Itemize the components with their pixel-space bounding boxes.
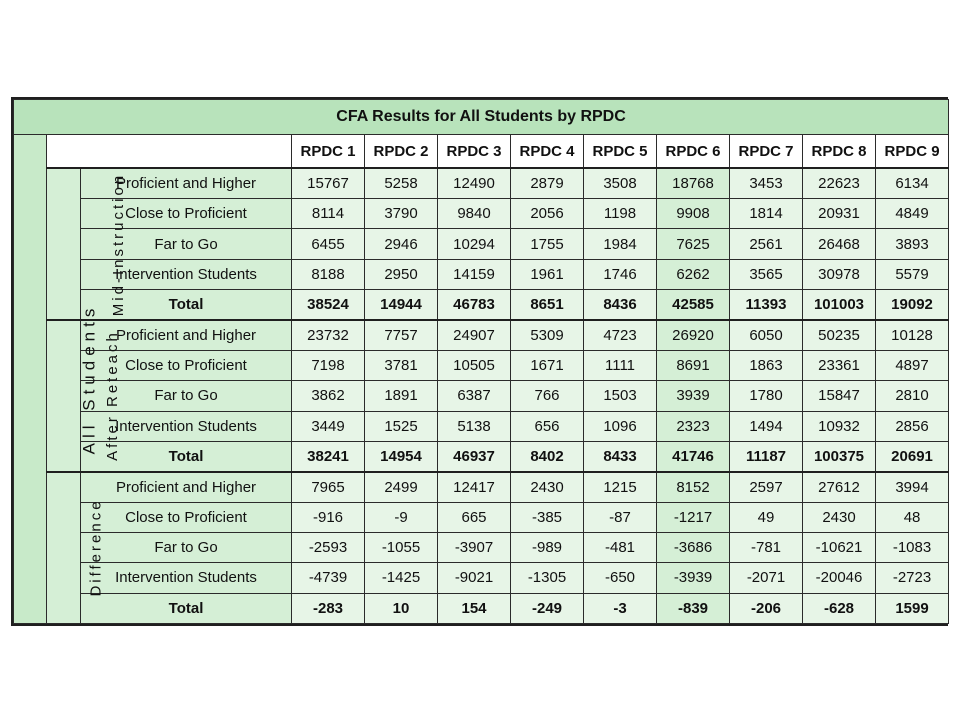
table-cell: 10294 bbox=[438, 229, 511, 259]
table-cell: -2593 bbox=[292, 532, 365, 562]
table-cell: 14954 bbox=[365, 441, 438, 471]
table-cell: -283 bbox=[292, 593, 365, 623]
table-cell: 14944 bbox=[365, 290, 438, 320]
table-cell: 3994 bbox=[876, 472, 949, 502]
table-cell: 15847 bbox=[803, 381, 876, 411]
table-cell: 2323 bbox=[657, 411, 730, 441]
total-label: Total bbox=[81, 441, 292, 471]
table-cell: 3453 bbox=[730, 168, 803, 198]
table-cell: 8433 bbox=[584, 441, 657, 471]
row-label: Far to Go bbox=[81, 229, 292, 259]
table-cell: -3939 bbox=[657, 563, 730, 593]
row-label: Intervention Students bbox=[81, 259, 292, 289]
column-header: RPDC 6 bbox=[657, 135, 730, 168]
table-cell: 1984 bbox=[584, 229, 657, 259]
table-cell: -650 bbox=[584, 563, 657, 593]
row-label: Far to Go bbox=[81, 532, 292, 562]
table-cell: 41746 bbox=[657, 441, 730, 471]
table-cell: 11187 bbox=[730, 441, 803, 471]
table-row bbox=[14, 199, 949, 229]
table-cell: 26920 bbox=[657, 320, 730, 350]
table-cell: 3862 bbox=[292, 381, 365, 411]
row-label: Close to Proficient bbox=[81, 350, 292, 380]
table-cell: 11393 bbox=[730, 290, 803, 320]
table-cell: 2561 bbox=[730, 229, 803, 259]
table-cell: 7625 bbox=[657, 229, 730, 259]
table-cell: 8114 bbox=[292, 199, 365, 229]
total-label: Total bbox=[81, 290, 292, 320]
table-cell: 1755 bbox=[511, 229, 584, 259]
table-cell: 7757 bbox=[365, 320, 438, 350]
table-cell: 8651 bbox=[511, 290, 584, 320]
table-cell: 2430 bbox=[803, 502, 876, 532]
table-cell: -4739 bbox=[292, 563, 365, 593]
table-cell: -20046 bbox=[803, 563, 876, 593]
table-cell: 1494 bbox=[730, 411, 803, 441]
table-cell: 38524 bbox=[292, 290, 365, 320]
table-cell: 2056 bbox=[511, 199, 584, 229]
table-cell: -1217 bbox=[657, 502, 730, 532]
table-cell: -989 bbox=[511, 532, 584, 562]
table-cell: 3893 bbox=[876, 229, 949, 259]
table-cell: -249 bbox=[511, 593, 584, 623]
table-cell: -781 bbox=[730, 532, 803, 562]
table-cell: 38241 bbox=[292, 441, 365, 471]
table-cell: -839 bbox=[657, 593, 730, 623]
table-cell: -10621 bbox=[803, 532, 876, 562]
table-cell: 2950 bbox=[365, 259, 438, 289]
title-row bbox=[14, 100, 949, 135]
table-cell: 42585 bbox=[657, 290, 730, 320]
table-cell: 766 bbox=[511, 381, 584, 411]
table-cell: 5579 bbox=[876, 259, 949, 289]
table-cell: 27612 bbox=[803, 472, 876, 502]
table-cell: -1055 bbox=[365, 532, 438, 562]
table-cell: 8152 bbox=[657, 472, 730, 502]
table-row bbox=[14, 472, 949, 502]
section-label: Mid-Instruction bbox=[110, 172, 128, 316]
table-cell: 6050 bbox=[730, 320, 803, 350]
total-row bbox=[14, 593, 949, 623]
table-cell: -9021 bbox=[438, 563, 511, 593]
table-cell: 1215 bbox=[584, 472, 657, 502]
row-label: Intervention Students bbox=[81, 411, 292, 441]
table-cell: 10128 bbox=[876, 320, 949, 350]
row-label: Close to Proficient bbox=[81, 199, 292, 229]
table-row bbox=[14, 168, 949, 198]
table-cell: 14159 bbox=[438, 259, 511, 289]
table-cell: 46783 bbox=[438, 290, 511, 320]
column-header: RPDC 3 bbox=[438, 135, 511, 168]
table-cell: 1863 bbox=[730, 350, 803, 380]
table-row bbox=[14, 502, 949, 532]
results-table bbox=[13, 99, 949, 624]
total-row bbox=[14, 290, 949, 320]
table-cell: 1961 bbox=[511, 259, 584, 289]
column-header: RPDC 2 bbox=[365, 135, 438, 168]
table-cell: 3449 bbox=[292, 411, 365, 441]
table-cell: 6387 bbox=[438, 381, 511, 411]
table-cell: 3939 bbox=[657, 381, 730, 411]
table-cell: 154 bbox=[438, 593, 511, 623]
table-cell: -916 bbox=[292, 502, 365, 532]
section-label: After Reteach bbox=[103, 330, 121, 462]
table-cell: -3686 bbox=[657, 532, 730, 562]
table-cell: -1083 bbox=[876, 532, 949, 562]
table-cell: 1198 bbox=[584, 199, 657, 229]
table-cell: 1814 bbox=[730, 199, 803, 229]
table-cell: 8436 bbox=[584, 290, 657, 320]
table-row bbox=[14, 259, 949, 289]
table-row bbox=[14, 532, 949, 562]
table-cell: 1891 bbox=[365, 381, 438, 411]
table-cell: 8402 bbox=[511, 441, 584, 471]
table-cell: -2723 bbox=[876, 563, 949, 593]
header-row bbox=[14, 135, 949, 168]
column-header: RPDC 9 bbox=[876, 135, 949, 168]
row-label: Proficient and Higher bbox=[81, 472, 292, 502]
table-cell: 7965 bbox=[292, 472, 365, 502]
table-cell: 46937 bbox=[438, 441, 511, 471]
table-cell: 100375 bbox=[803, 441, 876, 471]
column-header: RPDC 7 bbox=[730, 135, 803, 168]
row-label: Proficient and Higher bbox=[81, 320, 292, 350]
section-label-cell bbox=[47, 168, 128, 320]
table-cell: 20931 bbox=[803, 199, 876, 229]
table-cell: 1780 bbox=[730, 381, 803, 411]
table-cell: 4723 bbox=[584, 320, 657, 350]
table-cell: 101003 bbox=[803, 290, 876, 320]
table-cell: 12417 bbox=[438, 472, 511, 502]
table-cell: -385 bbox=[511, 502, 584, 532]
table-cell: 26468 bbox=[803, 229, 876, 259]
table-cell: 49 bbox=[730, 502, 803, 532]
table-cell: 2810 bbox=[876, 381, 949, 411]
table-row bbox=[14, 320, 949, 350]
table-cell: 1599 bbox=[876, 593, 949, 623]
row-label: Proficient and Higher bbox=[81, 168, 292, 198]
table-cell: 1096 bbox=[584, 411, 657, 441]
table-row bbox=[14, 563, 949, 593]
table-cell: 2946 bbox=[365, 229, 438, 259]
table-cell: 5309 bbox=[511, 320, 584, 350]
row-label: Intervention Students bbox=[81, 563, 292, 593]
table-cell: -2071 bbox=[730, 563, 803, 593]
table-row bbox=[14, 411, 949, 441]
table-cell: 24907 bbox=[438, 320, 511, 350]
table-cell: 50235 bbox=[803, 320, 876, 350]
table-cell: -1305 bbox=[511, 563, 584, 593]
column-header: RPDC 5 bbox=[584, 135, 657, 168]
table-cell: -1425 bbox=[365, 563, 438, 593]
table-cell: 2879 bbox=[511, 168, 584, 198]
table-cell: 48 bbox=[876, 502, 949, 532]
table-cell: 10505 bbox=[438, 350, 511, 380]
total-label: Total bbox=[81, 593, 292, 623]
table-cell: 1525 bbox=[365, 411, 438, 441]
table-cell: 1746 bbox=[584, 259, 657, 289]
table-cell: -87 bbox=[584, 502, 657, 532]
table-cell: 2430 bbox=[511, 472, 584, 502]
table-cell: 6455 bbox=[292, 229, 365, 259]
table-cell: -628 bbox=[803, 593, 876, 623]
table-cell: -3907 bbox=[438, 532, 511, 562]
table-cell: 15767 bbox=[292, 168, 365, 198]
table-cell: 656 bbox=[511, 411, 584, 441]
table-title: CFA Results for All Students by RPDC bbox=[14, 100, 949, 135]
column-header: RPDC 8 bbox=[803, 135, 876, 168]
table-cell: 23361 bbox=[803, 350, 876, 380]
table-cell: 1503 bbox=[584, 381, 657, 411]
table-row bbox=[14, 229, 949, 259]
table-cell: 8188 bbox=[292, 259, 365, 289]
table-cell: -9 bbox=[365, 502, 438, 532]
table-cell: 2856 bbox=[876, 411, 949, 441]
total-row bbox=[14, 441, 949, 471]
results-table-frame bbox=[11, 97, 948, 626]
table-row bbox=[14, 350, 949, 380]
table-cell: 665 bbox=[438, 502, 511, 532]
column-header: RPDC 1 bbox=[292, 135, 365, 168]
table-cell: 12490 bbox=[438, 168, 511, 198]
table-cell: 19092 bbox=[876, 290, 949, 320]
header-blank-cell bbox=[47, 135, 292, 168]
column-header: RPDC 4 bbox=[511, 135, 584, 168]
table-cell: 8691 bbox=[657, 350, 730, 380]
table-cell: 3781 bbox=[365, 350, 438, 380]
table-cell: 7198 bbox=[292, 350, 365, 380]
table-cell: 2499 bbox=[365, 472, 438, 502]
table-cell: 5138 bbox=[438, 411, 511, 441]
table-cell: 3565 bbox=[730, 259, 803, 289]
group-label: All Students bbox=[79, 303, 99, 455]
table-cell: 6262 bbox=[657, 259, 730, 289]
row-label: Close to Proficient bbox=[81, 502, 292, 532]
table-cell: 1111 bbox=[584, 350, 657, 380]
table-cell: 10 bbox=[365, 593, 438, 623]
table-cell: -481 bbox=[584, 532, 657, 562]
table-cell: 22623 bbox=[803, 168, 876, 198]
table-cell: 4897 bbox=[876, 350, 949, 380]
table-cell: 20691 bbox=[876, 441, 949, 471]
table-cell: 5258 bbox=[365, 168, 438, 198]
table-cell: 30978 bbox=[803, 259, 876, 289]
table-cell: 9840 bbox=[438, 199, 511, 229]
table-cell: 23732 bbox=[292, 320, 365, 350]
table-cell: 3508 bbox=[584, 168, 657, 198]
table-cell: 1671 bbox=[511, 350, 584, 380]
table-cell: 9908 bbox=[657, 199, 730, 229]
row-label: Far to Go bbox=[81, 381, 292, 411]
table-cell: -206 bbox=[730, 593, 803, 623]
section-label: Difference bbox=[87, 498, 105, 597]
table-cell: -3 bbox=[584, 593, 657, 623]
table-cell: 10932 bbox=[803, 411, 876, 441]
table-cell: 2597 bbox=[730, 472, 803, 502]
table-cell: 4849 bbox=[876, 199, 949, 229]
section-label-cell bbox=[47, 472, 105, 624]
table-cell: 3790 bbox=[365, 199, 438, 229]
table-cell: 6134 bbox=[876, 168, 949, 198]
table-row bbox=[14, 381, 949, 411]
table-cell: 18768 bbox=[657, 168, 730, 198]
